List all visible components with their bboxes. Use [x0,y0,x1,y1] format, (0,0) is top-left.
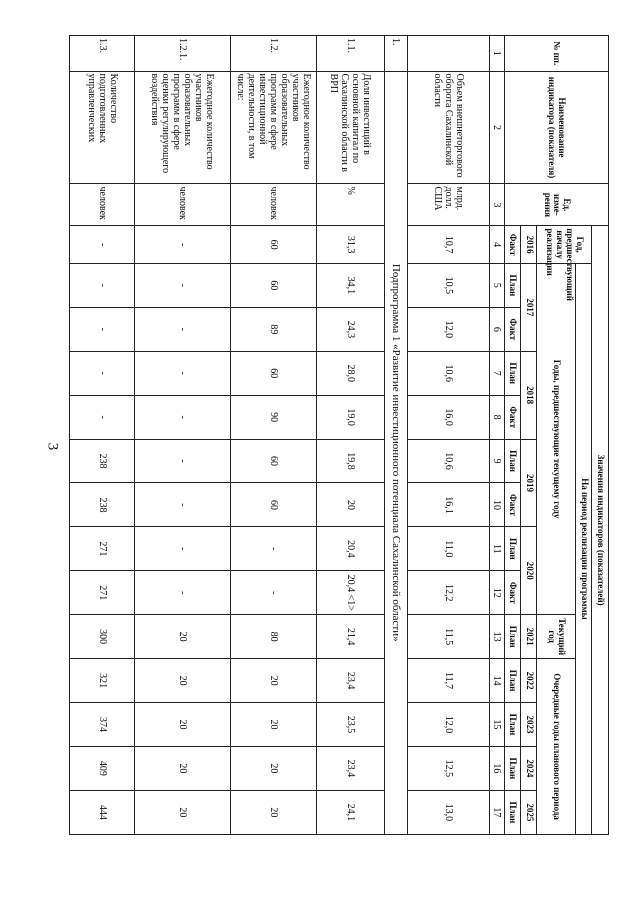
value-cell: 16,0 [408,395,489,439]
value-cell: 16,1 [408,483,489,527]
value-cell: 28,0 [317,351,384,395]
value-cell: 23,5 [317,703,384,747]
plan-label: План [504,263,520,307]
row-number: 1.2.1. [135,36,230,72]
value-cell: - [70,226,135,264]
subprogram-title: Подпрограмма 1 «Развитие инвестиционного потенциала Сахалинской области» [384,71,408,834]
value-cell: 444 [70,790,135,834]
value-cell: 238 [70,439,135,483]
col-number: 5 [489,263,504,307]
value-cell: 20 [135,615,230,659]
plan-label: План [504,746,520,790]
value-cell: 321 [70,659,135,703]
value-cell: 20 [230,703,317,747]
year-header: 2024 [521,746,537,790]
value-cell: 31,3 [317,226,384,264]
indicator-name: Ежегодное количество участников образовательных программ в сфере оценки регулирующего воздействия [135,71,230,184]
header-prev-years: Годы, предшествующие текущему году [537,263,576,614]
value-cell: - [135,527,230,571]
value-cell: - [230,571,317,615]
col-number: 1 [489,36,504,72]
plan-label: План [504,703,520,747]
section-number: 1. [384,36,408,72]
indicator-name: Количество подготовленных управленческих [70,71,135,184]
fact-label: Факт [504,395,520,439]
value-cell: 21,4 [317,615,384,659]
value-cell: 20 [135,746,230,790]
col-number: 17 [489,790,504,834]
value-cell: 374 [70,703,135,747]
value-cell: - [135,307,230,351]
value-cell: 60 [230,226,317,264]
col-number: 2 [489,71,504,184]
header-current-year: Текущий год [537,615,576,659]
value-cell: - [70,263,135,307]
value-cell: 10,5 [408,263,489,307]
table-body [70,36,490,835]
value-cell: 19,0 [317,395,384,439]
value-cell: 11,5 [408,615,489,659]
unit-cell: млрд. долл. США [408,184,489,226]
col-number: 12 [489,571,504,615]
value-cell: 12,5 [408,746,489,790]
plan-label: План [504,615,520,659]
row-number: 1.1. [317,36,384,72]
year-header: 2021 [521,615,537,659]
value-cell: 20 [230,746,317,790]
col-number: 13 [489,615,504,659]
year-header: 2019 [521,439,537,527]
value-cell: 271 [70,571,135,615]
value-cell: 60 [230,483,317,527]
value-cell: 12,0 [408,703,489,747]
fact-label: Факт [504,307,520,351]
value-cell: 10,6 [408,439,489,483]
value-cell: 60 [230,351,317,395]
value-cell: 12,2 [408,571,489,615]
value-cell: 20,4 [317,527,384,571]
year-header: 2023 [521,703,537,747]
col-number: 15 [489,703,504,747]
row-number: 1.3. [70,36,135,72]
header-prior-year: Год, предшествующий началу реализации [537,226,591,264]
row-number [408,36,489,72]
table-row [408,36,489,835]
unit-cell: человек [135,184,230,226]
value-cell: 238 [70,483,135,527]
value-cell: 90 [230,395,317,439]
value-cell: 19,8 [317,439,384,483]
value-cell: 12,0 [408,307,489,351]
unit-cell: % [317,184,384,226]
col-number: 9 [489,439,504,483]
value-cell: 271 [70,527,135,571]
value-cell: - [70,395,135,439]
header-impl-period: На период реализации программы [576,263,591,834]
header-num: № пп. [504,36,608,72]
value-cell: - [135,571,230,615]
header-values: Значения индикаторов (показателей) [591,226,608,835]
indicator-name: Ежегодное количество участников образовательных программ в сфере инвестиционной деятельности, в том числе: [230,71,317,184]
value-cell: 20 [317,483,384,527]
value-cell: 11,0 [408,527,489,571]
header-name: Наименование индикатора (показателя) [504,71,608,184]
year-header: 2017 [521,263,537,351]
col-number: 6 [489,307,504,351]
value-cell: 80 [230,615,317,659]
year-header: 2020 [521,527,537,615]
col-number: 8 [489,395,504,439]
year-header: 2018 [521,351,537,439]
indicator-table [69,35,609,835]
column-number-row [489,36,504,835]
subprogram-row [384,36,408,835]
table-row [135,36,230,835]
plan-label: План [504,439,520,483]
col-number: 11 [489,527,504,571]
value-cell: - [135,263,230,307]
col-number: 14 [489,659,504,703]
table-row [230,36,317,835]
rotated-table-container [69,35,609,835]
col-number: 16 [489,746,504,790]
value-cell: 24,1 [317,790,384,834]
value-cell: 11,7 [408,659,489,703]
year-header: 2016 [521,226,537,264]
col-number: 7 [489,351,504,395]
value-cell: - [135,483,230,527]
value-cell: 20 [135,703,230,747]
fact-label: Факт [504,571,520,615]
row-number: 1.2. [230,36,317,72]
year-header: 2025 [521,790,537,834]
value-cell: 23,4 [317,659,384,703]
unit-cell: человек [230,184,317,226]
table-row [317,36,384,835]
value-cell: 20 [135,790,230,834]
fact-label: Факт [504,483,520,527]
value-cell: 20,4 <1> [317,571,384,615]
value-cell: 10,7 [408,226,489,264]
value-cell: 20 [230,790,317,834]
value-cell: - [70,351,135,395]
value-cell: 409 [70,746,135,790]
col-number: 3 [489,184,504,226]
value-cell: 60 [230,439,317,483]
value-cell: 34,1 [317,263,384,307]
value-cell: 24,3 [317,307,384,351]
unit-cell: человек [70,184,135,226]
value-cell: 60 [230,263,317,307]
value-cell: 20 [230,659,317,703]
fact-label: Факт [504,226,520,264]
plan-label: План [504,659,520,703]
col-number: 4 [489,226,504,264]
value-cell: 23,4 [317,746,384,790]
value-cell: - [230,527,317,571]
value-cell: - [135,439,230,483]
value-cell: 20 [135,659,230,703]
value-cell: 13,0 [408,790,489,834]
value-cell: 10,6 [408,351,489,395]
value-cell: - [135,351,230,395]
plan-label: План [504,351,520,395]
value-cell: - [135,226,230,264]
header-next-years: Очередные годы планового периода [537,659,576,835]
table-row [70,36,135,835]
header-unit: Ед. изме-рения [504,184,608,226]
indicator-name: Доля инвестиций в основной капитал по Сахалинской области в ВРП [317,71,384,184]
plan-label: План [504,527,520,571]
year-header: 2022 [521,659,537,703]
indicator-name: Объем внешнеторгового оборота Сахалинской области [408,71,489,184]
value-cell: 89 [230,307,317,351]
value-cell: - [70,307,135,351]
col-number: 10 [489,483,504,527]
page-number: 3 [44,442,61,451]
plan-label: План [504,790,520,834]
value-cell: - [135,395,230,439]
value-cell: 300 [70,615,135,659]
